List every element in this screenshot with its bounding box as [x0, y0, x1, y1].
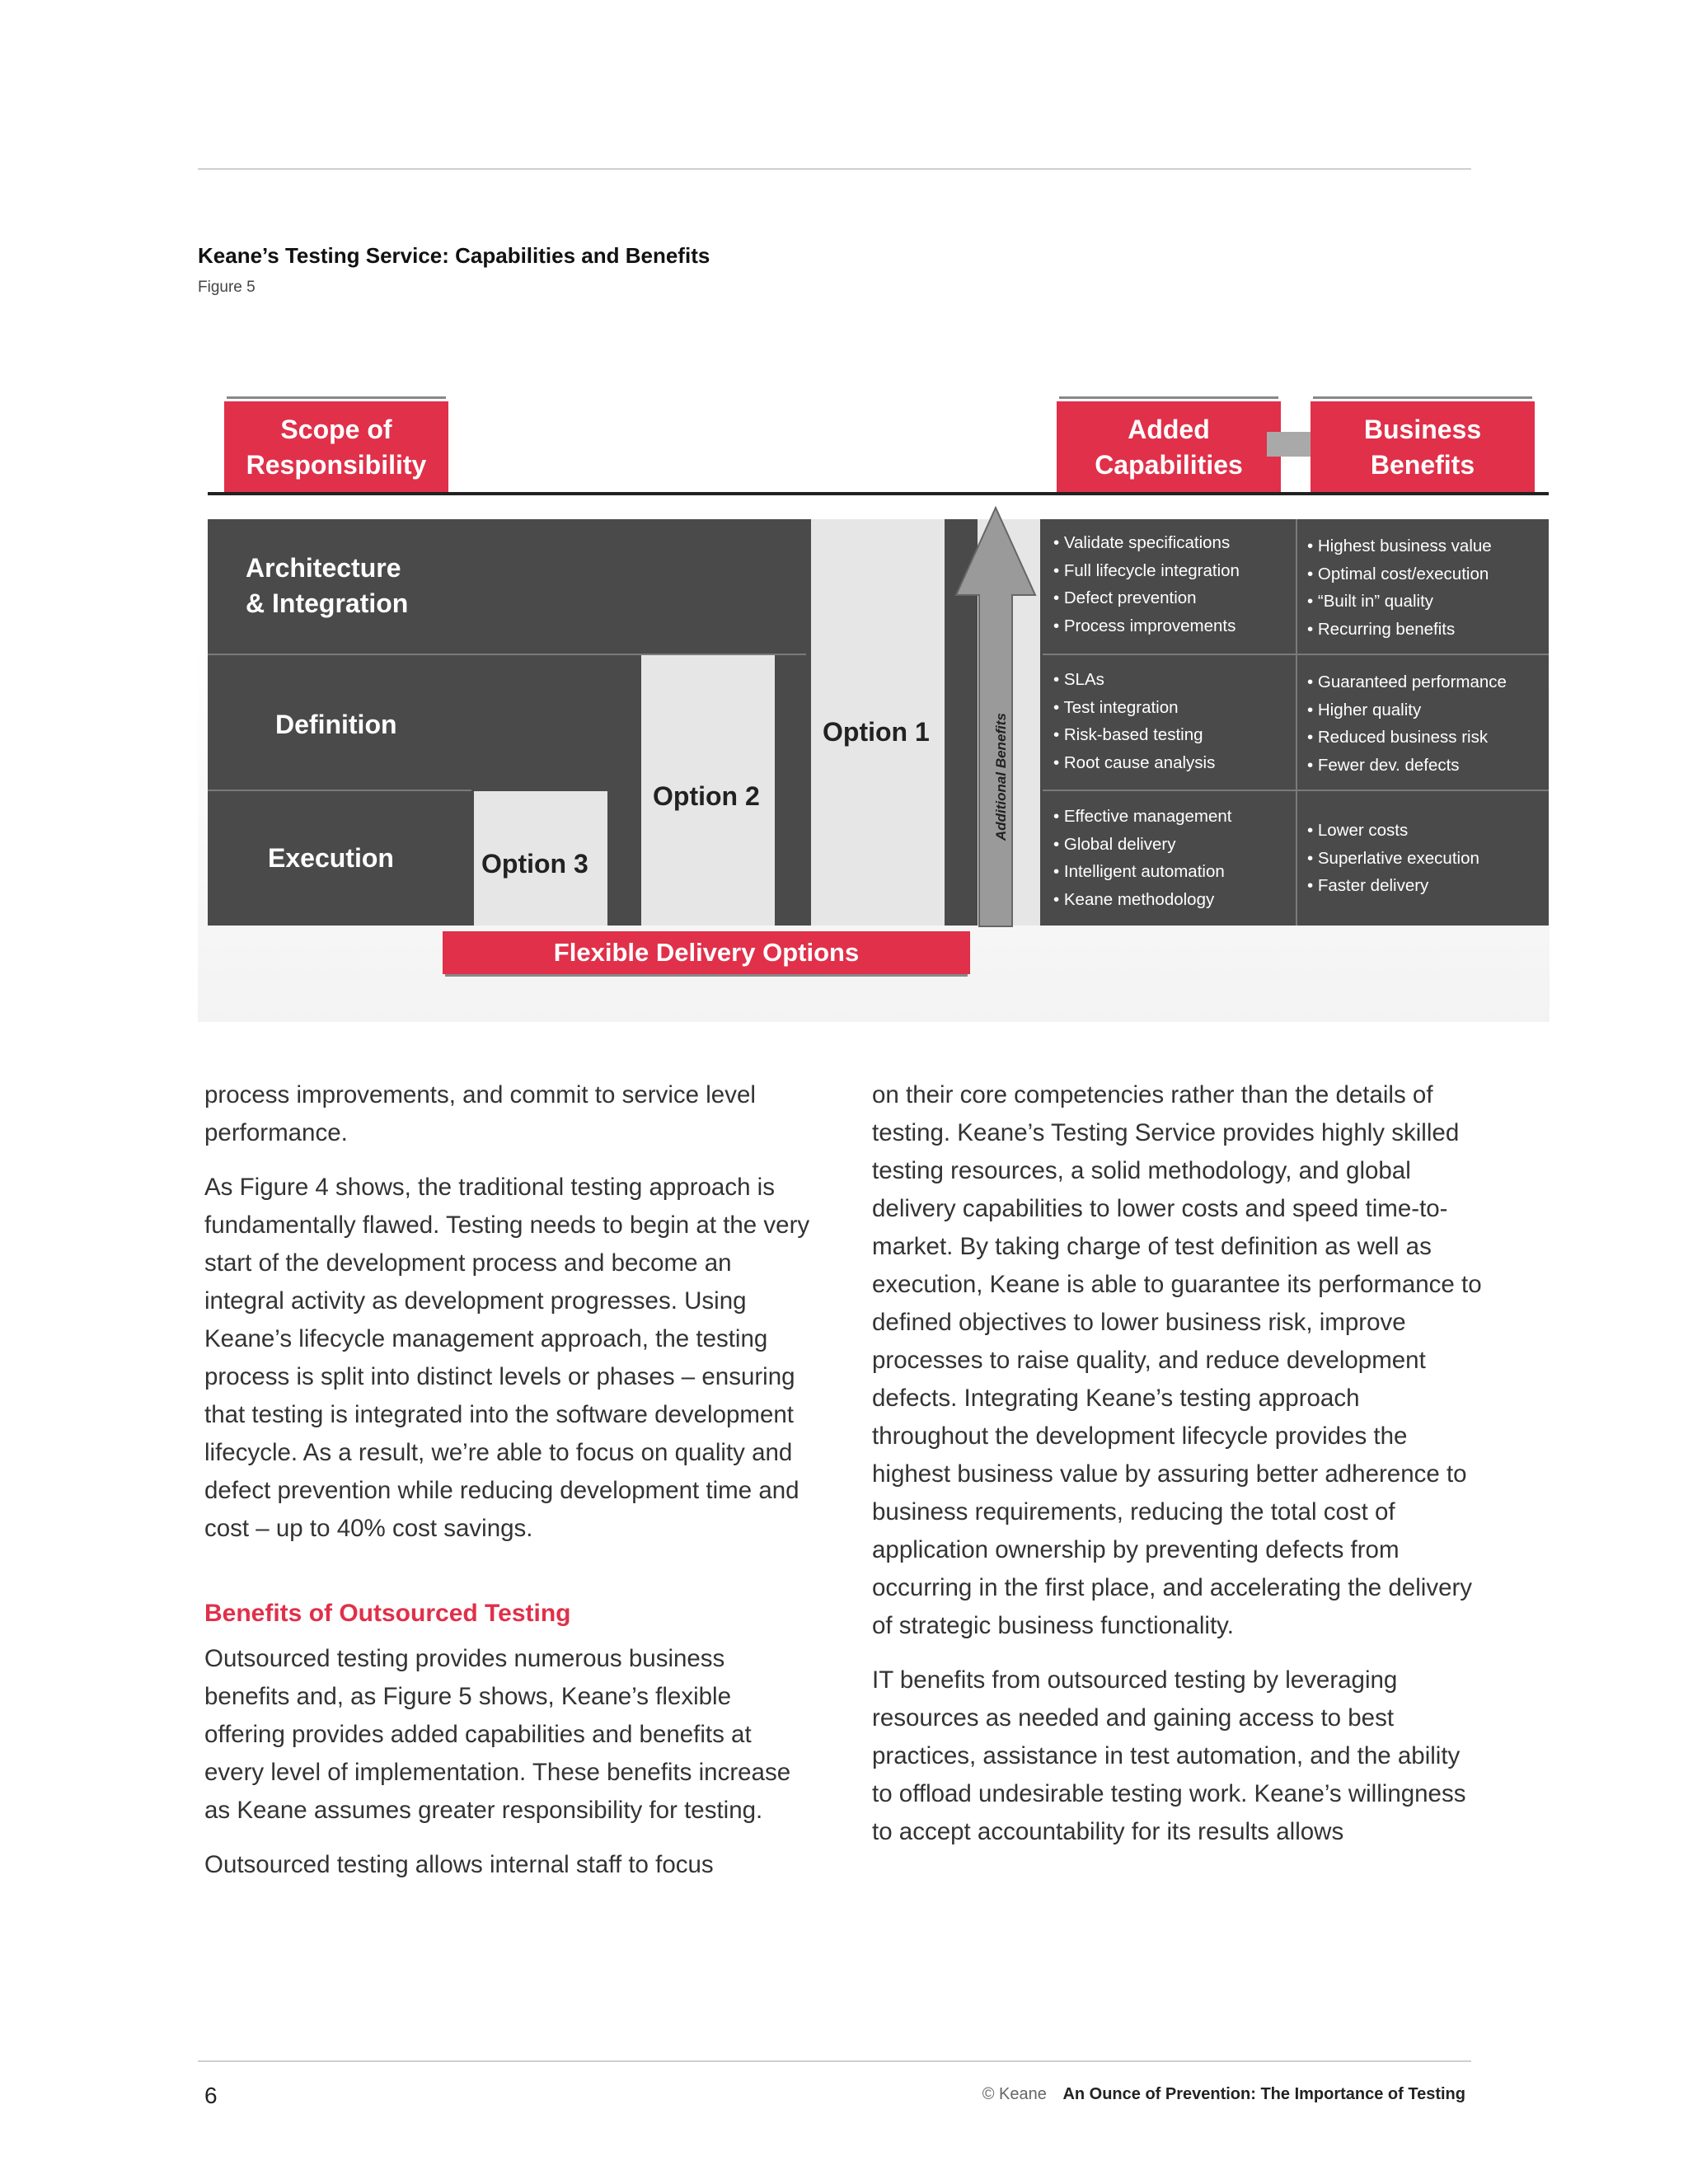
paragraph: As Figure 4 shows, the traditional testing approach is fundamentally flawed. Testing needs to begin at the very start of the development process and become an integral activity as development progresses. Using Keane’s lifecycle management approach, the testing process is split into distinct levels or phases – ensuring that testing is integrated into the software development lifecycle. As a result, we’re able to focus on quality and defect prevention while reducing development time and cost – up to 40% cost savings.	[204, 1174, 810, 1542]
paragraph: Outsourced testing allows internal staff to focus	[204, 1851, 714, 1878]
capability-item: • Full lifecycle integration	[1053, 557, 1240, 585]
header-baseline	[208, 492, 1549, 495]
benefit-item: • Reduced business risk	[1307, 724, 1507, 752]
benefit-item: • Lower costs	[1307, 817, 1479, 845]
bottom-rule	[198, 2060, 1471, 2062]
row-separator	[208, 654, 806, 655]
paragraph: process improvements, and commit to service level performance.	[204, 1081, 756, 1146]
capabilities-header	[1057, 399, 1281, 494]
capability-item: • Test integration	[1053, 694, 1215, 722]
benefit-item: • Optimal cost/execution	[1307, 560, 1492, 588]
benefits-execution	[1307, 817, 1479, 900]
footer-copyright: © Keane	[982, 2085, 1047, 2103]
benefits-definition	[1307, 668, 1507, 779]
benefit-item: • Recurring benefits	[1307, 616, 1492, 644]
scope-header	[224, 399, 448, 494]
capabilities-architecture	[1053, 529, 1240, 640]
row-label-execution: Execution	[268, 843, 394, 873]
figure-title: Keane’s Testing Service: Capabilities and Benefits	[198, 243, 710, 268]
paragraph: IT benefits from outsourced testing by leveraging resources as needed and gaining access to best practices, assistance in test automation, and the ability to offload undesirable testing work. Keane’s willingness to accept accountability for its results allows	[872, 1666, 1466, 1845]
row-label-architecture: Architecture & Integration	[246, 553, 409, 619]
benefit-item: • Fewer dev. defects	[1307, 752, 1507, 780]
paragraph: Outsourced testing provides numerous business benefits and, as Figure 5 shows, Keane’s flexible offering provides added capabilities and benefits at every level of implementation. These benefits increase as Keane assumes greater responsibility for testing.	[204, 1645, 791, 1824]
right-column	[872, 1076, 1482, 1868]
paragraph: on their core competencies rather than the details of testing. Keane’s Testing Service provides highly skilled testing resources, a solid methodology, and global delivery capabilities to lower costs and speed time-to-market. By taking charge of test definition as well as execution, Keane is able to guarantee its performance to defined objectives to lower business risk, improve processes to raise quality, and reduce development defects. Integrating Keane’s testing approach throughout the development lifecycle provides the highest business value by assuring better adherence to business requirements, reducing the total cost of application ownership by preventing defects from occurring in the first place, and accelerating the delivery of strategic business functionality.	[872, 1081, 1482, 1639]
option2-label: Option 2	[653, 781, 760, 811]
benefits-header	[1311, 399, 1535, 494]
row-separator	[208, 790, 471, 791]
benefits-architecture	[1307, 532, 1492, 643]
option3-label: Option 3	[481, 849, 588, 879]
additional-benefits-text: Additional Benefits	[993, 713, 1009, 841]
flexible-delivery-label: Flexible Delivery Options	[553, 938, 860, 968]
flexible-delivery-bar	[443, 931, 970, 974]
column-separator	[1296, 519, 1297, 926]
capability-item: • Effective management	[1053, 803, 1231, 831]
figure-number: Figure 5	[198, 279, 256, 296]
capability-item: • Intelligent automation	[1053, 858, 1231, 886]
capabilities-execution	[1053, 803, 1231, 913]
section-heading: Benefits of Outsourced Testing	[204, 1600, 571, 1627]
capability-item: • Defect prevention	[1053, 584, 1240, 612]
capabilities-header-label: Added Capabilities	[1095, 414, 1243, 480]
benefit-item: • Higher quality	[1307, 696, 1507, 724]
capability-item: • Keane methodology	[1053, 886, 1231, 914]
footer-publication	[982, 2085, 1465, 2104]
scope-header-label: Scope of Responsibility	[246, 414, 427, 480]
page-number: 6	[204, 2083, 218, 2108]
left-column	[204, 1076, 814, 1900]
row-label-definition: Definition	[275, 710, 397, 739]
footer-title: An Ounce of Prevention: The Importance of Testing	[1062, 2085, 1465, 2103]
capabilities-definition	[1053, 666, 1215, 776]
benefit-item: • Guaranteed performance	[1307, 668, 1507, 696]
capability-item: • Root cause analysis	[1053, 749, 1215, 777]
benefit-item: • Highest business value	[1307, 532, 1492, 560]
capability-item: • Global delivery	[1053, 831, 1231, 859]
benefits-header-label: Business Benefits	[1363, 414, 1482, 480]
benefit-item: • Faster delivery	[1307, 872, 1479, 900]
option1-label: Option 1	[823, 717, 930, 747]
capability-item: • SLAs	[1053, 666, 1215, 694]
capability-item: • Process improvements	[1053, 612, 1240, 640]
capabilities-figure	[0, 0, 1688, 989]
capability-item: • Risk-based testing	[1053, 721, 1215, 749]
benefit-item: • Superlative execution	[1307, 845, 1479, 873]
capability-item: • Validate specifications	[1053, 529, 1240, 557]
benefit-item: • “Built in” quality	[1307, 588, 1492, 616]
